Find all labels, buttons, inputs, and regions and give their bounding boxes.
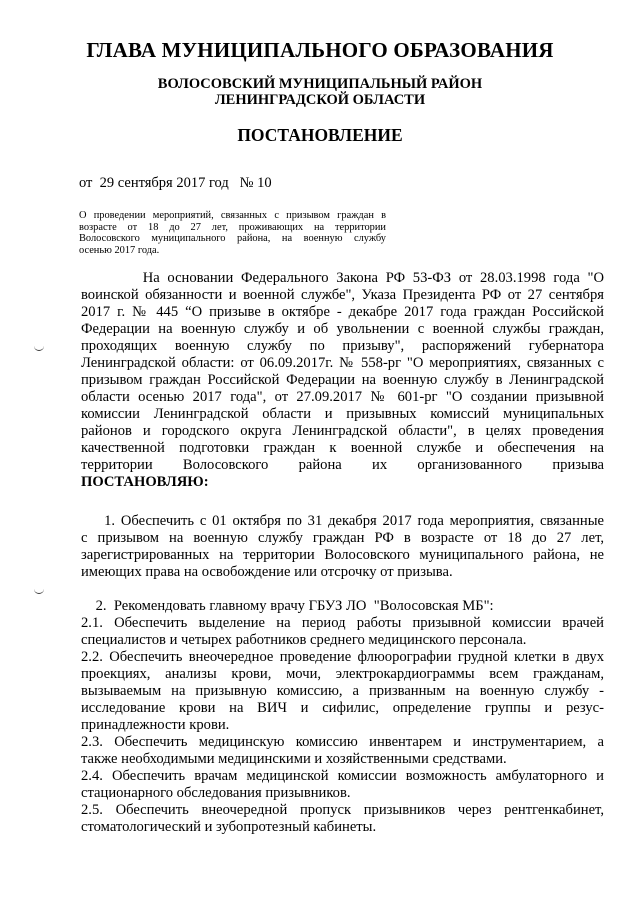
item-2-2-line: 2.2. Обеспечить внеочередное проведение флюорографии грудной клетки в двух	[81, 649, 604, 665]
subject-line: возрасте от 18 до 27 лет, проживающих на территории	[79, 221, 386, 233]
subject-line: Волосовского муниципального района, на военную службу	[79, 233, 386, 245]
decree-word: ПОСТАНОВЛЯЮ:	[81, 474, 209, 490]
preamble-line: комиссии Ленинградской области и призывных комиссий муниципальных	[81, 406, 604, 422]
preamble-line: области осенью 2017 года", от 27.09.2017 № 601-рг "О создании призывной	[81, 389, 604, 405]
preamble-line: 2017 г. № 445 “О призыве в октябре - декабре 2017 года граждан Российской	[81, 304, 604, 320]
preamble-line: воинской обязанности и военной службе", Указа Президента РФ от 27 сентября	[81, 287, 604, 303]
item-2-4-line: 2.4. Обеспечить врачам медицинской комиссии возможность амбулаторного и	[81, 768, 604, 784]
date-number-line: от 29 сентября 2017 год № 10	[79, 175, 272, 191]
item-2-3-line: 2.3. Обеспечить медицинскую комиссию инвентарем и инструментарием, а	[81, 734, 604, 750]
region-name: ЛЕНИНГРАДСКОЙ ОБЛАСТИ	[214, 92, 426, 108]
item-2-3-line: также необходимыми медицинскими и хозяйственными средствами.	[81, 751, 507, 767]
item-2-2-line: проекциях, анализы крови, мочи, электрокардиограммы всем гражданам,	[81, 666, 604, 682]
subject-block	[79, 210, 386, 256]
preamble-line: призывом граждан Российской Федерации на военную службу в Ленинградской	[81, 372, 604, 388]
item-2-1-line: специалистов и четырех работников среднего медицинского персонала.	[81, 632, 527, 648]
item-2-5-line: стоматологический и зубопротезный кабинеты.	[81, 819, 377, 835]
item-2-2-line: принадлежности крови.	[81, 717, 230, 733]
document-title: ГЛАВА МУНИЦИПАЛЬНОГО ОБРАЗОВАНИЯ	[86, 38, 554, 62]
preamble-line: проходящих военную службу по призыву", распоряжений губернатора	[81, 338, 604, 354]
preamble-paragraph	[81, 270, 604, 491]
item-2-4-line: стационарного обследования призывников.	[81, 785, 351, 801]
item-2-2-line: исследование крови на ВИЧ и сифилис, определение группы и резус-	[81, 700, 604, 716]
subject-line: О проведении мероприятий, связанных с призывом граждан в	[79, 210, 386, 221]
item-1-line: зарегистрированных на территории Волосовского муниципального района, не	[81, 547, 604, 563]
preamble-line: Федерации на военную службу и об увольнении с военной службы граждан,	[81, 321, 604, 337]
preamble-line: качественной подготовки граждан к военной службе и обеспечения на	[81, 440, 604, 456]
item-1	[81, 513, 604, 581]
item-2-title: 2. Рекомендовать главному врачу ГБУЗ ЛО "Волосовская МБ":	[81, 598, 494, 614]
item-2-2-line: вызываемым на призывную комиссию, а призванным на военную службу -	[81, 683, 604, 699]
item-2-5-line: 2.5. Обеспечить внеочередной пропуск призывников через рентгенкабинет,	[81, 802, 604, 818]
item-2	[81, 598, 604, 836]
item-1-line: 1. Обеспечить с 01 октября по 31 декабря 2017 года мероприятия, связанные	[81, 513, 604, 529]
preamble-line: На основании Федерального Закона РФ 53-ФЗ от 28.03.1998 года "О	[81, 270, 604, 286]
item-1-line: имеющих права на освобождение или отсрочку от призыва.	[81, 564, 453, 580]
item-2-1-line: 2.1. Обеспечить выделение на период работы призывной комиссии врачей	[81, 615, 604, 631]
preamble-line: Ленинградской области: от 06.09.2017г. № 558-рг "О мероприятиях, связанных с	[81, 355, 604, 371]
preamble-line: районов и городского округа Ленинградской области", в целях проведения	[81, 423, 604, 439]
scan-mark	[34, 589, 44, 594]
preamble-line: территории Волосовского района их организованного призыва	[81, 457, 604, 473]
subject-line: осенью 2017 года.	[79, 244, 160, 256]
district-name: ВОЛОСОВСКИЙ МУНИЦИПАЛЬНЫЙ РАЙОН	[157, 76, 483, 92]
scan-mark	[34, 346, 44, 351]
document-type: ПОСТАНОВЛЕНИЕ	[237, 125, 403, 145]
item-1-line: с призывом на военную службу граждан РФ в возрасте от 18 до 27 лет,	[81, 530, 604, 546]
